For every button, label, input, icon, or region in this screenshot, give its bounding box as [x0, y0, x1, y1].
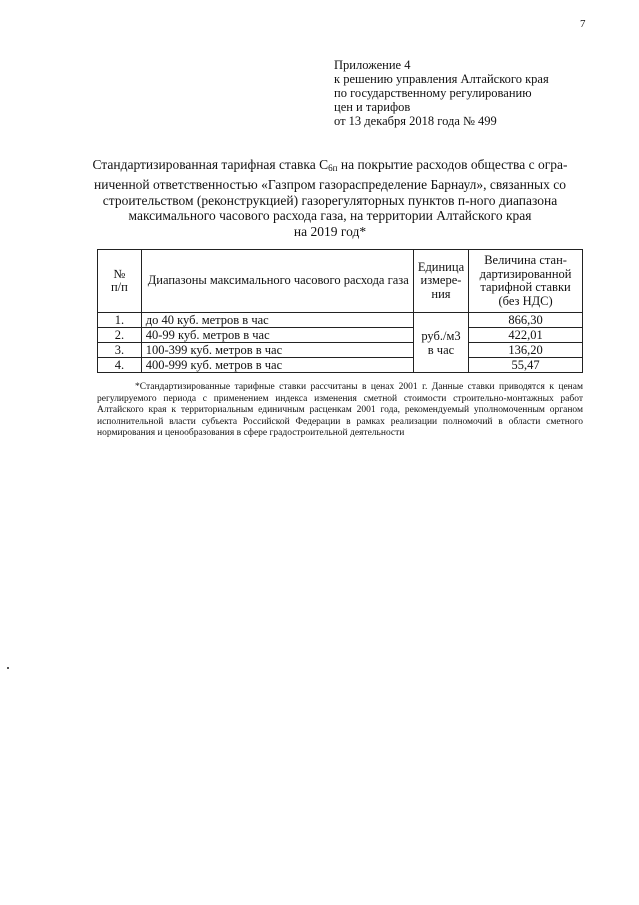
row-range: 400-999 куб. метров в час: [141, 358, 413, 373]
row-range: 40-99 куб. метров в час: [141, 328, 413, 343]
appendix-regulation-line: по государственному регулированию: [334, 86, 532, 100]
header-number: [98, 250, 142, 313]
row-value: 136,20: [469, 343, 583, 358]
appendix-header: [334, 58, 549, 128]
rates-table: [97, 249, 583, 373]
title-line-1-end: на покрытие расходов общества с огра-: [337, 157, 568, 172]
footnote: *Стандартизированные тарифные ставки рассчитаны в ценах 2001 г. Данные ставки приводятся к ценам регулируемого периода с применением индекса изменения сметной стоимости строительно-монтажных работ Алтайского края к территориальным единичным расценкам 2001 года, рекомендуемый уполномоченным органом исполнительной власти субъекта Российской Федерации в рамках реализации полномочий в области сметного нормирования и ценообразования в сфере градостроительной деятельности: [97, 382, 583, 439]
header-unit: [413, 250, 468, 313]
title-line-4: максимального часового расхода газа, на территории Алтайского края: [128, 208, 532, 224]
title-line-2: ниченной ответственностью «Газпром газораспределение Барнаул», связанных со: [94, 176, 566, 192]
row-number: 1.: [98, 313, 142, 328]
title-line-1: [80, 157, 580, 177]
row-number: 4.: [98, 358, 142, 373]
title-line-5: на 2019 год*: [293, 224, 367, 240]
header-number-line-2: п/п: [110, 280, 128, 294]
appendix-date-line: от 13 декабря 2018 года № 499: [334, 114, 497, 128]
table-row: [98, 343, 583, 358]
header-unit-line-3: ния: [431, 286, 451, 301]
header-value: [469, 250, 583, 313]
row-range: 100-399 куб. метров в час: [141, 343, 413, 358]
title-line-3: строительством (реконструкцией) газорегуляторных пунктов п-ного диапазона: [102, 192, 558, 208]
appendix-prices-line: цен и тарифов: [334, 100, 411, 114]
title-line-1-start: Стандартизированная тарифная ставка С: [92, 157, 329, 172]
row-value: 866,30: [469, 313, 583, 328]
page-number: 7: [580, 18, 586, 30]
header-number-line-1: №: [113, 266, 126, 281]
header-value-line-3: тарифной ставки: [480, 280, 571, 294]
table-header-row: [98, 250, 583, 313]
appendix-decision-line: к решению управления Алтайского края: [334, 72, 549, 86]
unit-line-1: руб./м3: [421, 328, 461, 343]
table-row: [98, 358, 583, 373]
document-title: [80, 157, 580, 240]
title-rate-subscript: 6п: [328, 163, 338, 173]
appendix-title: Приложение 4: [334, 58, 411, 72]
table-row: [98, 328, 583, 343]
unit-line-2: в час: [427, 342, 455, 357]
header-unit-line-1: Единица: [417, 259, 465, 274]
header-range: Диапазоны максимального часового расхода газа: [141, 250, 413, 313]
unit-cell: [413, 313, 468, 373]
header-value-line-4: (без НДС): [498, 293, 553, 308]
table-row: [98, 313, 583, 328]
header-unit-line-2: измере-: [420, 273, 462, 288]
header-value-line-2: дартизированной: [479, 266, 572, 281]
header-value-line-1: Величина стан-: [484, 253, 567, 267]
row-value: 422,01: [469, 328, 583, 343]
row-number: 3.: [98, 343, 142, 358]
row-number: 2.: [98, 328, 142, 343]
row-range: до 40 куб. метров в час: [141, 313, 413, 328]
row-value: 55,47: [469, 358, 583, 373]
scan-speck: [7, 667, 9, 669]
